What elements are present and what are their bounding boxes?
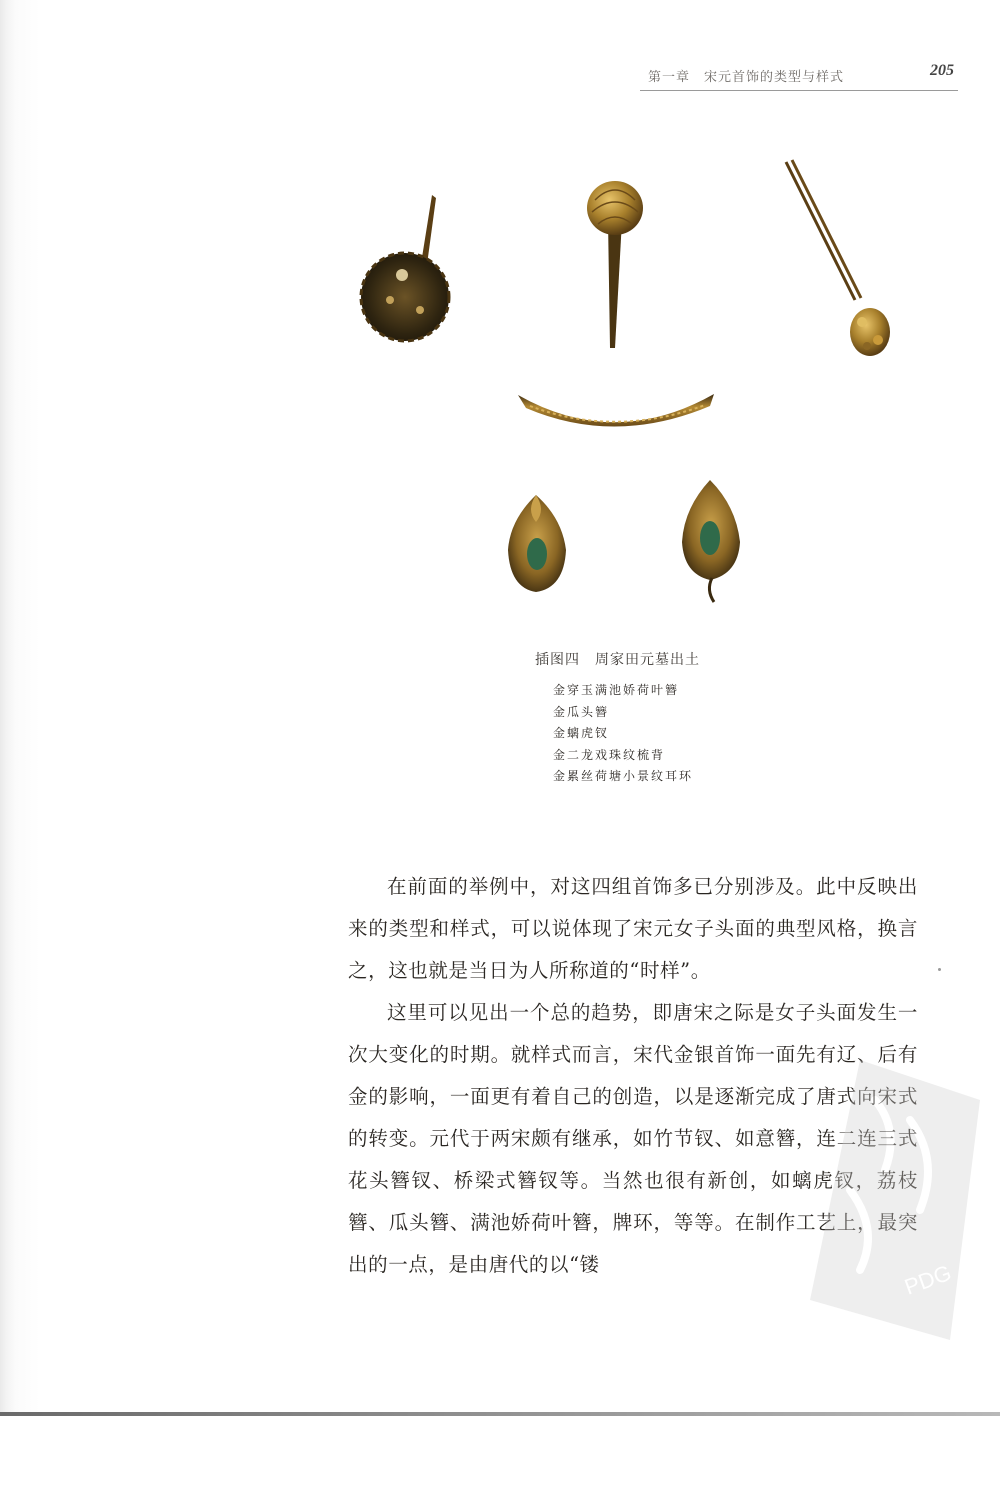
caption-item: 金二龙戏珠纹梳背 [553, 747, 666, 762]
lotus-leaf-hairpin [361, 195, 449, 341]
watermark-seal [790, 1040, 990, 1350]
figure-caption-title: 插图四 周家田元墓出土 [535, 652, 700, 668]
chi-tiger-hairpin [786, 160, 890, 356]
comb-back [518, 394, 714, 427]
caption-item: 金累丝荷塘小景纹耳环 [553, 769, 694, 783]
page-edge-shadow [0, 1412, 1000, 1416]
melon-head-hairpin [587, 181, 643, 348]
paragraph: 在前面的举例中，对这四组首饰多已分别涉及。此中反映出来的类型和样式，可以说体现了宋元女子头面的典型风格，换言之，这也就是当日为人所称道的“时样”。 [348, 875, 918, 982]
earring-left [508, 495, 566, 592]
page-number: 205 [930, 62, 954, 79]
running-header [640, 64, 958, 91]
paragraph: 这里可以见出一个总的趋势，即唐宋之际是女子头面发生一次大变化的时期。就样式而言，宋代金银首饰一面先有辽、后有金的影响，一面更有着自己的创造，以是逐渐完成了唐式向宋式的转变。元代于两宋颇有继承，如竹节钗、如意簪，连二连三式花头簪钗、桥梁式簪钗等。当然也很有新创，如螭虎钗，荔枝簪、瓜头簪、满池娇荷叶簪，牌环，等等。在制作工艺上，最突出的一点，是由唐代的以“镂 [348, 1001, 918, 1276]
caption-item: 金瓜头簪 [553, 704, 610, 719]
margin-speck [938, 968, 941, 971]
watermark-text: PDG [901, 1259, 955, 1300]
artifacts-photo [340, 150, 920, 620]
caption-item: 金螭虎钗 [553, 726, 610, 740]
chapter-title: 第一章 宋元首饰的类型与样式 [648, 70, 845, 85]
figure-caption-list [553, 680, 693, 788]
earring-right [682, 480, 740, 602]
caption-item: 金穿玉满池娇荷叶簪 [553, 683, 680, 697]
